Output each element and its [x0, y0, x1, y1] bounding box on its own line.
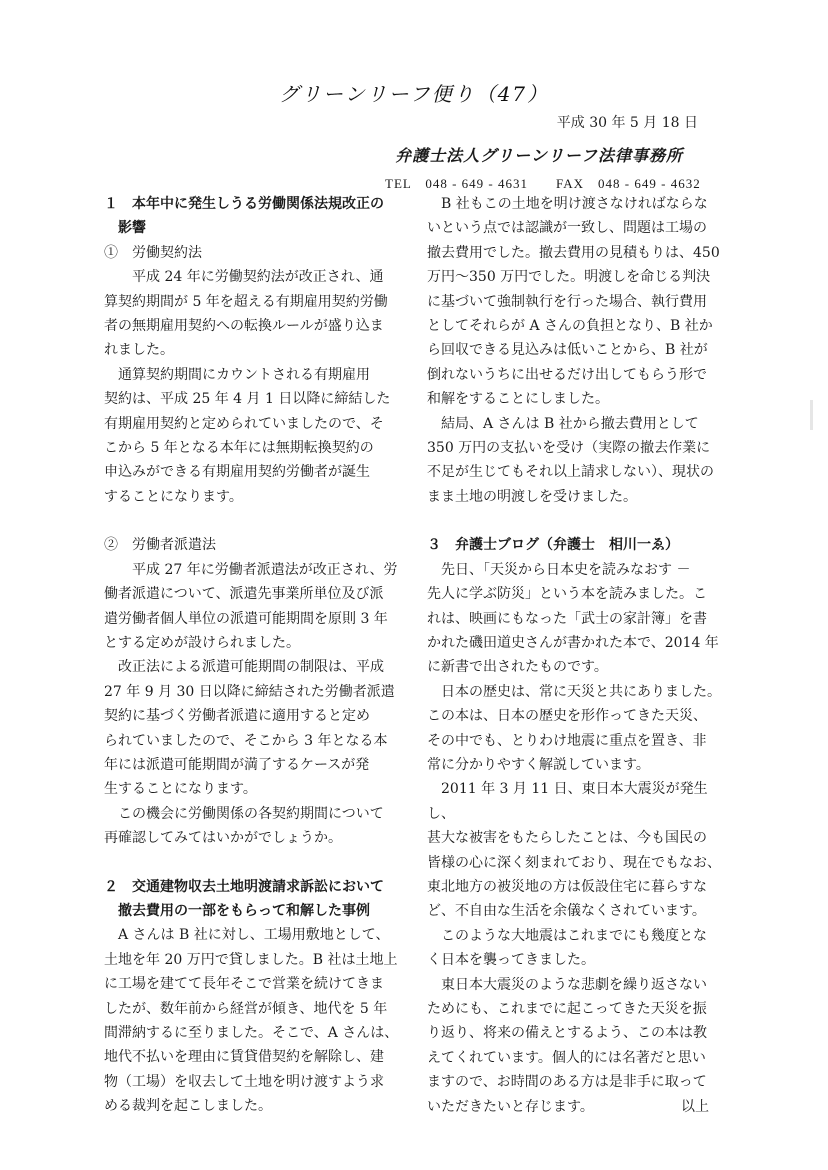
text-line: 倒れないうちに出せるだけ出してもらう形で [427, 366, 707, 383]
text-line: 平成 24 年に労働契約法が改正され、通 [132, 269, 384, 286]
text-line: したが、数年前から経営が傾き、地代を 5 年 [104, 1000, 388, 1017]
text-line: れました。 [104, 342, 174, 359]
firm-name: 弁護士法人グリーンリーフ法律事務所 [395, 146, 683, 165]
scan-edge-mark [810, 400, 813, 430]
left-column [104, 192, 404, 1119]
paragraph [427, 680, 727, 778]
text-line: えてくれています。個人的には名著だと思い [427, 1049, 706, 1066]
text-line: 者の無期雇用契約への転換ルールが盛り込ま [104, 318, 384, 335]
text-line: られていましたので、そこから 3 年となる本 [104, 732, 388, 749]
paragraph [104, 558, 404, 656]
paragraph [104, 265, 404, 363]
paragraph [104, 923, 404, 1118]
text-line: 年には派遣可能期間が満了するケースが発 [104, 756, 370, 773]
subsection1-title: ① 労働契約法 [104, 244, 202, 261]
text-line: 不足が生じてもそれ以上請求しない）、現状の [427, 464, 714, 481]
text-line: 土地を年 20 万円で貸しました。B 社は土地上 [104, 951, 398, 968]
paragraph [104, 655, 404, 801]
text-line: 結局、A さんは B 社から撤去費用として [441, 415, 699, 432]
text-line: かれた磯田道史さんが書かれた本で、2014 年 [427, 634, 719, 651]
text-line: 撤去費用でした。撤去費用の見積もりは、450 [427, 244, 720, 261]
text-line: れは、映画にもなった「武士の家計簿」を書 [427, 610, 707, 627]
text-line: こから 5 年となる本年には無期転換契約の [104, 440, 374, 457]
spacer [427, 509, 727, 533]
paragraph [427, 558, 727, 680]
text-line: 27 年 9 月 30 日以降に締結された労働者派遣 [104, 683, 395, 700]
text-line: 再確認してみてはいかがでしょうか。 [104, 830, 342, 847]
section1-heading: １ 本年中に発生しうる労働関係法規改正の [104, 196, 384, 212]
text-line: 改正法による派遣可能期間の制限は、平成 [118, 659, 384, 676]
spacer [104, 851, 404, 875]
text-line: に基づいて強制執行を行った場合、執行費用 [427, 293, 707, 310]
paragraph [427, 924, 727, 973]
text-line: 日本の歴史は、常に天災と共にありました。 [441, 683, 721, 700]
text-line: 平成 27 年に労働者派遣法が改正され、労 [132, 561, 398, 578]
paragraph [104, 802, 404, 851]
text-line: 遣労働者個人単位の派遣可能期間を原則 3 年 [104, 610, 388, 627]
text-line: することになります。 [104, 488, 243, 505]
section2-heading-cont: 撤去費用の一部をもらって和解した事例 [118, 902, 370, 919]
text-line: ためにも、これまでに起こってきた天災を振 [427, 1001, 707, 1017]
text-line: り返り、将来の備えとするよう、この本は教 [427, 1025, 707, 1042]
text-line: 皆様の心に深く刻まれており、現在でもなお、 [427, 854, 721, 871]
text-line: 生することになります。 [104, 781, 257, 798]
text-line: ますので、お時間のある方は是非手に取って [427, 1074, 707, 1091]
text-line: 東日本大震災のような悲劇を繰り返さない [441, 976, 707, 993]
text-line: 間滞納するに至りました。そこで、A さんは、 [104, 1025, 399, 1041]
text-line: 働者派遣について、派遣先事業所単位及び派 [104, 586, 384, 603]
text-line: 物（工場）を収去して土地を明け渡すよう求 [104, 1073, 384, 1090]
text-line: める裁判を起こしました。 [104, 1098, 272, 1115]
text-line: 先人に学ぶ防災」という本を読みました。こ [427, 586, 707, 603]
text-line: 甚大な被害をもたらしたことは、今も国民の [427, 830, 707, 847]
subsection2-title: ② 労働者派遣法 [104, 537, 216, 554]
text-line: 通算契約期間にカウントされる有期雇用 [118, 366, 370, 383]
text-line: 常に分かりやすく解説しています。 [427, 756, 650, 773]
closing-mark: 以上 [681, 1098, 709, 1115]
paragraph [427, 192, 727, 412]
section2-heading: ２ 交通建物収去土地明渡請求訴訟において [104, 878, 384, 895]
text-line: とする定めが設けられました。 [104, 634, 300, 651]
text-line: に工場を建てて長年そこで営業を続けてきま [104, 976, 384, 993]
text-line: ど、不自由な生活を余儀なくされています。 [427, 903, 706, 920]
text-line: 契約は、平成 25 年 4 月 1 日以降に締結した [104, 391, 391, 408]
text-line: 算契約期間が 5 年を超える有期雇用契約労働 [104, 293, 388, 310]
text-line: A さんは B 社に対し、工場用敷地として、 [118, 927, 390, 944]
text-line: いただきたいと存じます。 [427, 1098, 594, 1115]
text-line: としてそれらが A さんの負担となり、B 社か [427, 318, 713, 335]
text-line: 350 万円の支払いを受け（実際の撤去作業に [427, 440, 711, 457]
text-line: B 社もこの土地を明け渡さなければならな [441, 196, 708, 212]
newsletter-title: グリーンリーフ便り（47） [278, 82, 550, 106]
text-line: に新書で出されたものです。 [427, 659, 608, 676]
right-column [427, 192, 727, 1119]
text-line: このような大地震はこれまでにも幾度とな [441, 927, 707, 944]
paragraph [427, 777, 727, 923]
section3-heading: ３ 弁護士ブログ（弁護士 相川一ゑ） [427, 537, 679, 554]
text-line: 有期雇用契約と定められていましたので、そ [104, 415, 384, 432]
text-line: 万円〜350 万円でした。明渡しを命じる判決 [427, 269, 711, 286]
paragraph [427, 412, 727, 510]
text-line: く日本を襲ってきました。 [427, 952, 595, 969]
text-line: いという点では認識が一致し、問題は工場の [427, 220, 707, 237]
text-line: その中でも、とりわけ地震に重点を置き、非 [427, 732, 707, 749]
text-line: 申込みができる有期雇用契約労働者が誕生 [104, 464, 370, 481]
text-line: 2011 年 3 月 11 日、東日本大震災が発生し、 [427, 781, 708, 822]
text-line: 東北地方の被災地の方は仮設住宅に暮らすな [427, 878, 707, 895]
contact-line: TEL 048 - 649 - 4631 FAX 048 - 649 - 4632 [385, 176, 701, 191]
section1-heading-cont: 影響 [118, 220, 146, 237]
spacer [104, 509, 404, 533]
text-line: この本は、日本の歴史を形作ってきた天災、 [427, 708, 707, 725]
text-line: 契約に基づく労働者派遣に適用すると定め [104, 708, 370, 725]
paragraph [104, 363, 404, 509]
issue-date: 平成 30 年 5 月 18 日 [556, 115, 698, 131]
text-line: この機会に労働関係の各契約期間について [118, 805, 384, 822]
text-line: 地代不払いを理由に賃貸借契約を解除し、建 [104, 1049, 384, 1066]
text-line: まま土地の明渡しを受けました。 [427, 488, 637, 505]
text-line: 先日、「天災から日本史を読みなおす － [441, 561, 691, 578]
text-line: 和解をすることにしました。 [427, 391, 609, 408]
text-line: ら回収できる見込みは低いことから、B 社が [427, 342, 708, 359]
